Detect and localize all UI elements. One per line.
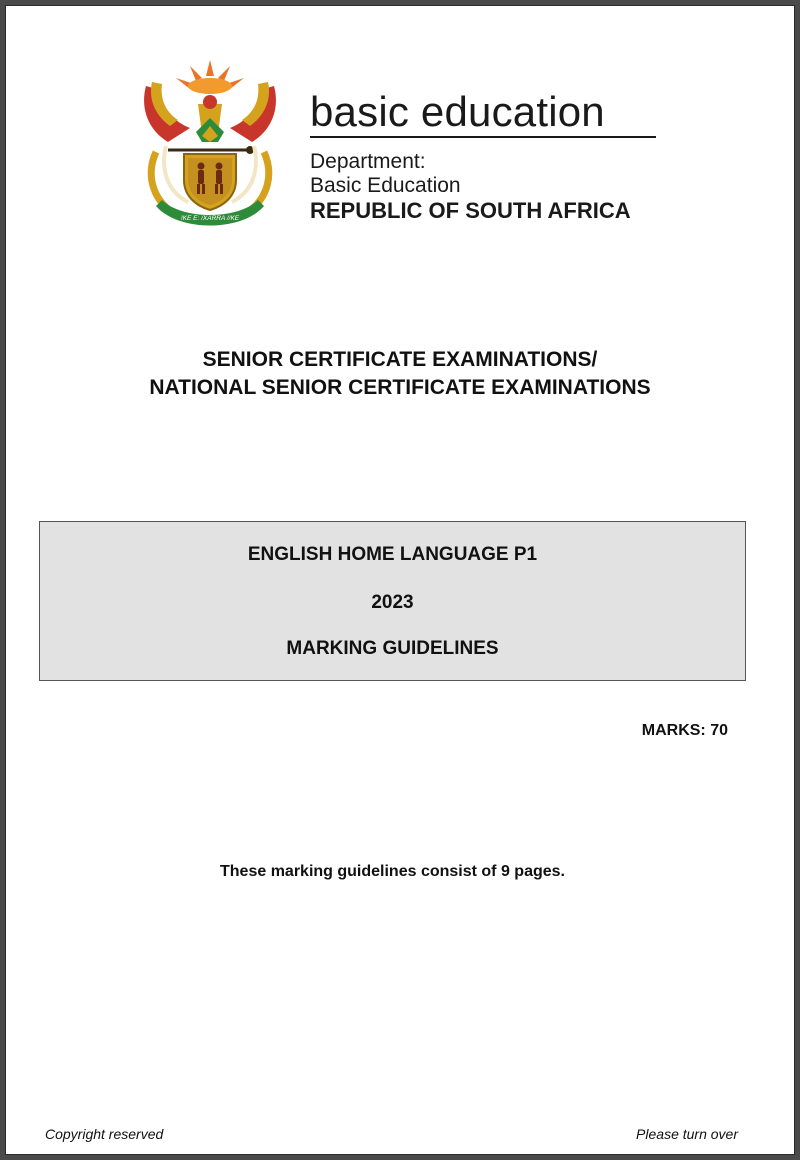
page-count-note: These marking guidelines consist of 9 pages.	[220, 863, 565, 880]
subject-name: ENGLISH HOME LANGUAGE P1	[247, 544, 538, 565]
department-label: Department:	[310, 150, 426, 173]
south-africa-coat-of-arms-icon	[138, 56, 282, 232]
subject-box	[39, 521, 746, 681]
department-branding	[310, 86, 660, 224]
exam-title-line-2: NATIONAL SENIOR CERTIFICATE EXAMINATIONS	[149, 376, 651, 399]
document-type: MARKING GUIDELINES	[286, 638, 499, 659]
brand-name: basic education	[310, 88, 605, 135]
total-marks: MARKS: 70	[641, 722, 728, 739]
department-name: Basic Education	[310, 174, 461, 197]
motto-text: !KE E: /XARRA //KE	[180, 215, 240, 222]
country-name: REPUBLIC OF SOUTH AFRICA	[310, 198, 631, 223]
exam-title-line-1: SENIOR CERTIFICATE EXAMINATIONS/	[202, 348, 598, 371]
footer-turn-over: Please turn over	[636, 1126, 738, 1142]
exam-year: 2023	[371, 592, 414, 613]
exam-title	[0, 346, 800, 402]
footer-copyright: Copyright reserved	[45, 1126, 164, 1142]
